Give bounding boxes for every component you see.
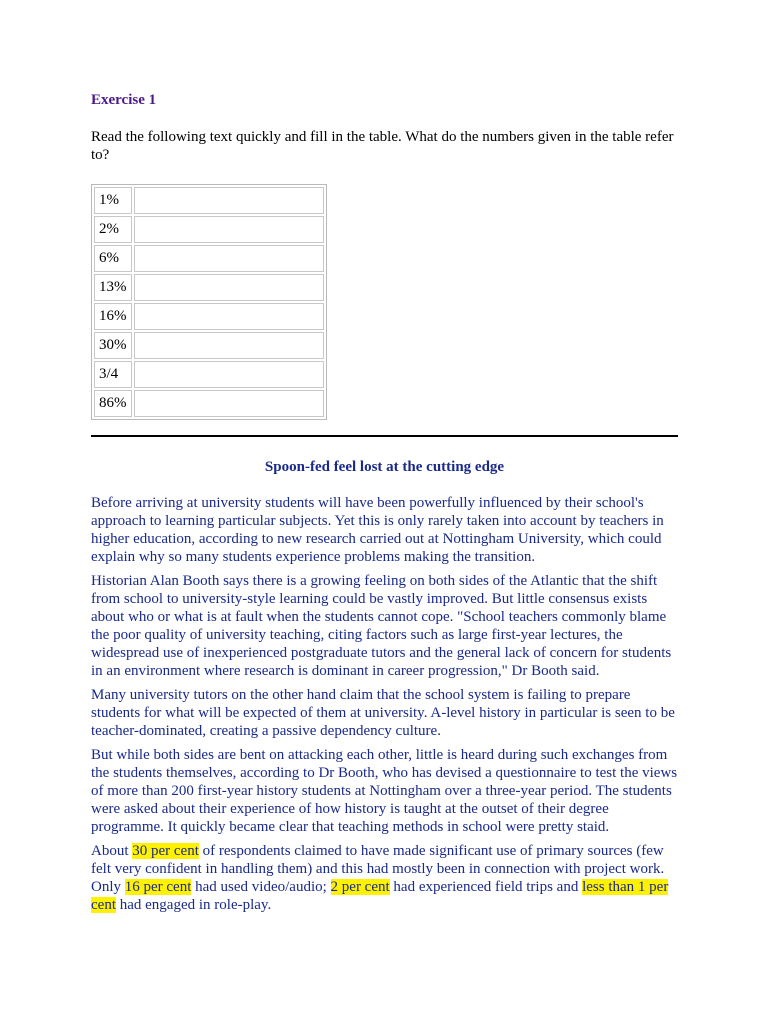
number-cell: 1%: [94, 187, 132, 214]
article-paragraph: Many university tutors on the other hand claim that the school system is failing to prepare students for what will be expected of them at university. A-level history in particular is seen to be teacher-dominated, creating a passive dependency culture.: [91, 687, 675, 739]
answer-cell[interactable]: [134, 187, 324, 214]
table-row: [94, 216, 324, 243]
article-paragraph: Historian Alan Booth says there is a growing feeling on both sides of the Atlantic that the shift from school to university-style learning could be vastly improved. But little consensus exists about who or what is at fault when the students cannot cope. "School teachers commonly blame the poor quality of university teaching, citing factors such as large first-year lectures, the widespread use of inexperienced postgraduate tutors and the general lack of concern for students in an environment where research is dominant in career progression," Dr Booth said.: [91, 573, 672, 679]
number-cell: 13%: [94, 274, 132, 301]
answer-cell[interactable]: [134, 332, 324, 359]
answer-cell[interactable]: [134, 245, 324, 272]
table-row: [94, 390, 324, 417]
highlighted-text: 2 per cent: [330, 879, 390, 895]
answer-cell[interactable]: [134, 361, 324, 388]
text-span: of respondents claimed to have made significant use of primary sources (few felt very confident in handling them) and this had mostly been in connection with project work. Only: [91, 843, 665, 895]
number-cell: 2%: [94, 216, 132, 243]
number-cell: 16%: [94, 303, 132, 330]
table-row: [94, 187, 324, 214]
answer-cell[interactable]: [134, 274, 324, 301]
article-body: [91, 494, 683, 920]
table-row: [94, 274, 324, 301]
article-paragraph: Before arriving at university students will have been powerfully influenced by their school's approach to learning particular subjects. Yet this is only rarely taken into account by teachers in higher education, according to new research carried out at Nottingham University, which could explain why so many students experience problems making the transition.: [91, 495, 664, 565]
table-row: [94, 361, 324, 388]
table-row: [94, 332, 324, 359]
number-cell: 30%: [94, 332, 132, 359]
number-cell: 86%: [94, 390, 132, 417]
table-row: [94, 245, 324, 272]
exercise-title: Exercise 1: [91, 92, 157, 108]
highlighted-text: 30 per cent: [132, 843, 199, 859]
answer-cell[interactable]: [134, 390, 324, 417]
number-cell: 3/4: [94, 361, 132, 388]
text-span: had experienced field trips and: [389, 879, 583, 895]
exercise-instructions: Read the following text quickly and fill in the table. What do the numbers given in the table refer to?: [91, 129, 674, 163]
divider: [91, 435, 678, 437]
text-span: About: [91, 843, 133, 859]
highlighted-text: less than 1 per cent: [91, 879, 669, 913]
table-row: [94, 303, 324, 330]
text-span: had used video/audio;: [191, 879, 331, 895]
text-span: had engaged in role-play.: [115, 897, 272, 913]
article-title: Spoon-fed feel lost at the cutting edge: [264, 459, 505, 475]
highlighted-text: 16 per cent: [124, 879, 192, 895]
article-paragraph: But while both sides are bent on attacking each other, little is heard during such exchanges from the students themselves, according to Dr Booth, who has devised a questionnaire to test the views of more than 200 first-year history students at Nottingham over a three-year period. The students were asked about their experience of how history is taught at the outset of their degree programme. It quickly became clear that teaching methods in school were pretty staid.: [91, 747, 678, 835]
answer-cell[interactable]: [134, 216, 324, 243]
number-cell: 6%: [94, 245, 132, 272]
article-paragraph: [91, 842, 683, 914]
numbers-table: [91, 184, 327, 420]
answer-cell[interactable]: [134, 303, 324, 330]
